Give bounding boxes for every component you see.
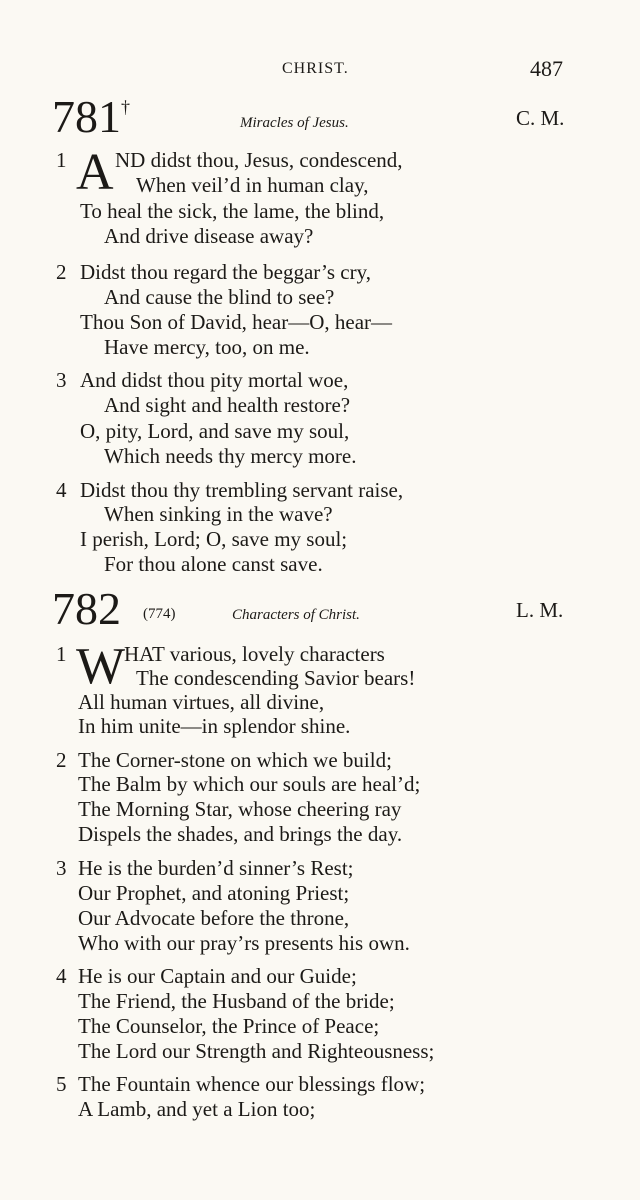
stanza-number: 4	[56, 478, 67, 502]
verse-line: Have mercy, too, on me.	[104, 335, 310, 359]
verse-line: O, pity, Lord, and save my soul,	[80, 419, 350, 443]
section-title: CHRIST.	[282, 60, 349, 77]
verse-line: Thou Son of David, hear—O, hear—	[80, 310, 393, 334]
verse-line: ND didst thou, Jesus, condescend,	[115, 148, 403, 172]
verse-line: When veil’d in human clay,	[136, 173, 369, 197]
verse-line: The Lord our Strength and Righteousness;	[78, 1039, 435, 1063]
verse-line: The Corner-stone on which we build;	[78, 748, 392, 772]
verse-line: Dispels the shades, and brings the day.	[78, 822, 403, 846]
verse-line: The Morning Star, whose cheering ray	[78, 797, 402, 821]
verse-line: For thou alone canst save.	[104, 552, 323, 576]
verse-line: Who with our pray’rs presents his own.	[78, 931, 410, 955]
page-header	[0, 58, 640, 88]
stanza-number: 3	[56, 368, 67, 392]
hymn-theme: Characters of Christ.	[232, 607, 360, 623]
verse-line: And didst thou pity mortal woe,	[80, 368, 349, 392]
stanza-number: 2	[56, 260, 67, 284]
verse-line: The condescending Savior bears!	[136, 666, 416, 690]
hymn-meter: C. M.	[516, 106, 565, 130]
verse-line: And drive disease away?	[104, 224, 314, 248]
verse-line: The Balm by which our souls are heal’d;	[78, 772, 421, 796]
verse-line: A Lamb, and yet a Lion too;	[78, 1097, 316, 1121]
verse-line: Our Prophet, and atoning Priest;	[78, 881, 350, 905]
verse-line: He is the burden’d sinner’s Rest;	[78, 856, 354, 880]
stanza-number: 3	[56, 856, 67, 880]
verse-line: I perish, Lord; O, save my soul;	[80, 527, 348, 551]
verse-line: When sinking in the wave?	[104, 502, 333, 526]
hymn-781-header	[0, 91, 640, 146]
page-number: 487	[530, 56, 563, 81]
verse-line: And cause the blind to see?	[104, 285, 335, 309]
stanza-number: 1	[56, 148, 67, 172]
verse-line: Which needs thy mercy more.	[104, 444, 357, 468]
stanza-number: 5	[56, 1072, 67, 1096]
verse-line: Our Advocate before the throne,	[78, 906, 350, 930]
verse-line: In him unite—in splendor shine.	[78, 714, 351, 738]
dagger-mark: †	[121, 97, 130, 117]
hymn-theme: Miracles of Jesus.	[240, 115, 349, 131]
verse-line: To heal the sick, the lame, the blind,	[80, 199, 385, 223]
stanza-number: 1	[56, 642, 67, 666]
verse-line: The Fountain whence our blessings flow;	[78, 1072, 426, 1096]
stanza-number: 4	[56, 964, 67, 988]
hymn-meter: L. M.	[516, 598, 564, 622]
drop-cap: W	[76, 638, 126, 695]
verse-line: Didst thou regard the beggar’s cry,	[80, 260, 371, 284]
verse-line: And sight and health restore?	[104, 393, 351, 417]
verse-line: He is our Captain and our Guide;	[78, 964, 357, 988]
verse-line: HAT various, lovely characters	[124, 642, 385, 666]
hymn-782-header	[0, 583, 640, 638]
stanza-number: 2	[56, 748, 67, 772]
verse-line: Didst thou thy trembling servant raise,	[80, 478, 404, 502]
verse-line: The Friend, the Husband of the bride;	[78, 989, 395, 1013]
hymn-number: 782	[52, 583, 121, 634]
drop-cap: A	[76, 144, 114, 201]
verse-line: All human virtues, all divine,	[78, 690, 325, 714]
verse-line: The Counselor, the Prince of Peace;	[78, 1014, 380, 1038]
hymn-number: 781†	[52, 91, 130, 142]
hymn-reference: (774)	[143, 606, 176, 622]
